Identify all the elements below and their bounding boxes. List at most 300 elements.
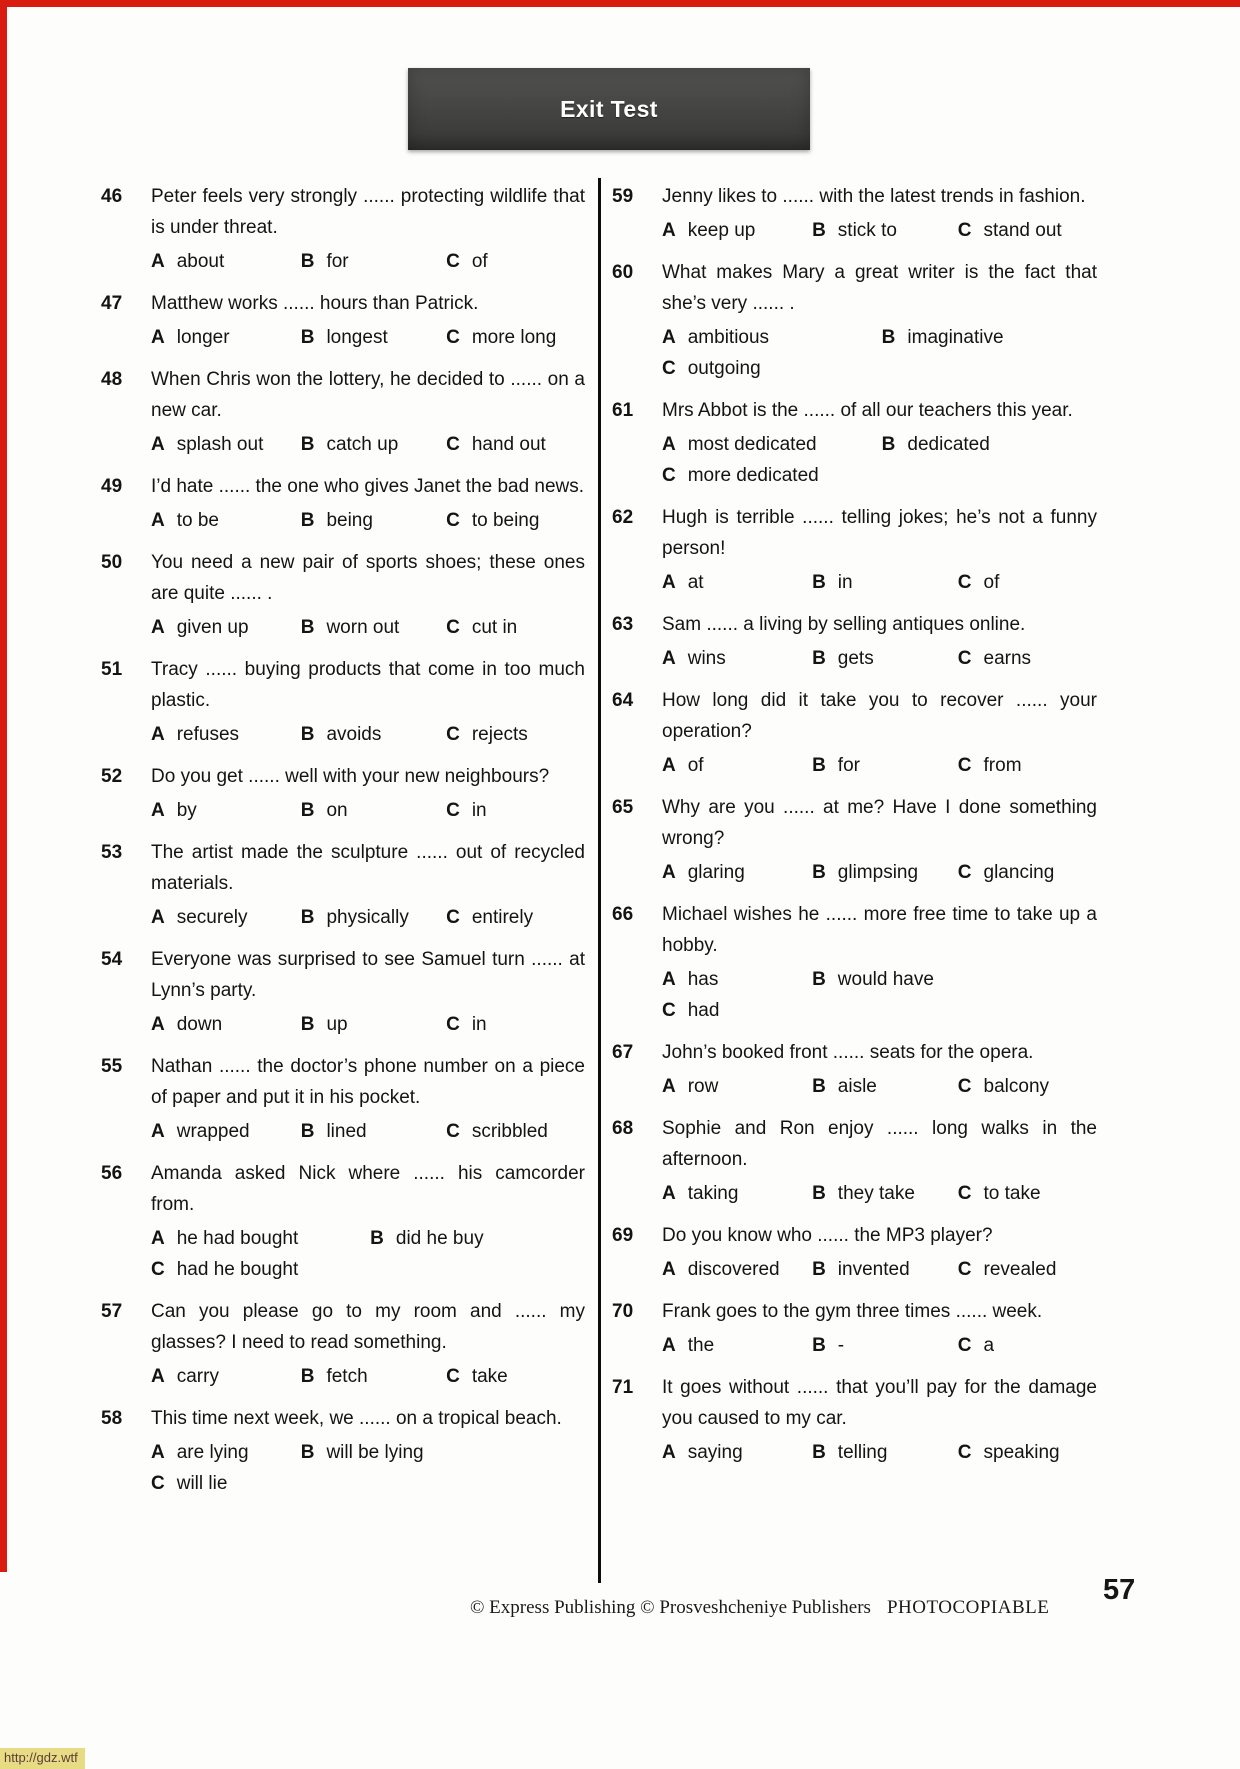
- option-letter: C: [957, 862, 972, 883]
- option-letter: A: [662, 862, 676, 883]
- option-text: up: [326, 1014, 348, 1035]
- option-letter: B: [300, 327, 315, 348]
- question-body: [662, 181, 1097, 246]
- question-body: [151, 1296, 585, 1392]
- option-a: [151, 1437, 301, 1468]
- option-letter: C: [662, 465, 676, 486]
- options-row: [151, 612, 585, 643]
- option-letter: A: [151, 251, 165, 272]
- option-c: [446, 1116, 585, 1147]
- question: [612, 1113, 1097, 1209]
- option-letter: A: [662, 1259, 676, 1280]
- option-letter: B: [812, 1183, 826, 1204]
- option-letter: C: [446, 251, 460, 272]
- option-letter: A: [662, 434, 676, 455]
- option-text: stand out: [983, 220, 1062, 241]
- option-text: row: [687, 1076, 719, 1097]
- question-stem: Hugh is terrible ...... telling jokes; he’s not a funny person!: [662, 507, 1097, 559]
- option-text: of: [471, 251, 488, 272]
- option-letter: A: [662, 755, 676, 776]
- option-letter: A: [151, 510, 165, 531]
- option-letter: B: [812, 1259, 826, 1280]
- option-text: revealed: [983, 1259, 1057, 1280]
- option-c: [446, 322, 585, 353]
- option-text: hand out: [471, 434, 546, 455]
- option-b: [301, 795, 446, 826]
- question-number: 52: [101, 766, 123, 787]
- option-text: in: [471, 800, 487, 821]
- option-text: will be lying: [326, 1442, 424, 1463]
- question-body: [662, 395, 1097, 491]
- question: [612, 1296, 1097, 1361]
- question-number: 47: [101, 293, 123, 314]
- option-text: for: [837, 755, 860, 776]
- option-text: securely: [176, 907, 248, 928]
- question-body: [151, 1051, 585, 1147]
- option-a: [151, 795, 301, 826]
- option-text: has: [687, 969, 719, 990]
- options-row: [662, 429, 1097, 460]
- option-text: to be: [176, 510, 219, 531]
- option-text: gets: [837, 648, 874, 669]
- option-b: [812, 215, 958, 246]
- option-text: longest: [326, 327, 388, 348]
- question-body: [151, 837, 585, 933]
- option-text: of: [687, 755, 704, 776]
- question: [612, 792, 1097, 888]
- option-text: -: [837, 1335, 845, 1356]
- option-text: outgoing: [687, 358, 761, 379]
- option-letter: B: [300, 724, 315, 745]
- question-number: 62: [612, 507, 634, 528]
- question-stem: This time next week, we ...... on a tropical beach.: [151, 1408, 562, 1429]
- option-letter: B: [812, 755, 826, 776]
- question-number: 49: [101, 476, 123, 497]
- question-number: 56: [101, 1163, 123, 1184]
- option-letter: A: [151, 1014, 165, 1035]
- options-row: [151, 795, 585, 826]
- options-row: [151, 1254, 585, 1285]
- question: [101, 1158, 585, 1285]
- question: [101, 761, 585, 826]
- question-body: [151, 181, 585, 277]
- option-b: [812, 567, 958, 598]
- option-b: [812, 1071, 958, 1102]
- option-a: [662, 750, 812, 781]
- option-a: [662, 1071, 812, 1102]
- option-letter: C: [957, 572, 972, 593]
- questions-column-left: [101, 181, 585, 1510]
- option-text: given up: [176, 617, 249, 638]
- option-c: [958, 857, 1097, 888]
- option-a: [151, 322, 301, 353]
- options-row: [662, 643, 1097, 674]
- option-letter: B: [881, 327, 896, 348]
- option-letter: B: [300, 1014, 315, 1035]
- option-letter: A: [151, 907, 165, 928]
- option-c: [958, 1437, 1097, 1468]
- options-row: [151, 322, 585, 353]
- question-body: [151, 1158, 585, 1285]
- option-a: [662, 1437, 812, 1468]
- options-row: [662, 215, 1097, 246]
- question-stem: It goes without ...... that you’ll pay for the damage you caused to my car.: [662, 1377, 1097, 1429]
- question-body: [151, 761, 585, 826]
- options-row: [662, 1437, 1097, 1468]
- option-text: to take: [983, 1183, 1041, 1204]
- question-body: [151, 364, 585, 460]
- question-body: [662, 1220, 1097, 1285]
- option-letter: A: [662, 969, 676, 990]
- option-text: stick to: [837, 220, 897, 241]
- option-letter: A: [662, 1183, 676, 1204]
- option-a: [662, 1254, 812, 1285]
- question: [612, 1037, 1097, 1102]
- option-a: [662, 322, 882, 353]
- option-text: being: [326, 510, 373, 531]
- option-letter: B: [812, 1442, 826, 1463]
- question-body: [662, 899, 1097, 1026]
- option-a: [151, 902, 301, 933]
- option-text: in: [471, 1014, 487, 1035]
- option-c: [662, 460, 819, 491]
- option-letter: B: [370, 1228, 384, 1249]
- question-stem: Why are you ...... at me? Have I done something wrong?: [662, 797, 1097, 849]
- question-number: 54: [101, 949, 123, 970]
- option-letter: B: [812, 220, 826, 241]
- option-text: longer: [176, 327, 230, 348]
- question-stem: Everyone was surprised to see Samuel turn ...... at Lynn’s party.: [151, 949, 585, 1001]
- option-a: [662, 1330, 812, 1361]
- option-letter: B: [300, 800, 315, 821]
- options-row: [662, 460, 1097, 491]
- option-b: [301, 322, 446, 353]
- option-text: speaking: [983, 1442, 1060, 1463]
- question-stem: Peter feels very strongly ...... protecting wildlife that is under threat.: [151, 186, 585, 238]
- question: [101, 364, 585, 460]
- question: [101, 837, 585, 933]
- option-text: about: [176, 251, 225, 272]
- option-text: on: [326, 800, 348, 821]
- options-row: [151, 505, 585, 536]
- option-text: rejects: [471, 724, 528, 745]
- option-text: avoids: [326, 724, 382, 745]
- option-letter: A: [662, 1442, 676, 1463]
- option-letter: C: [446, 617, 460, 638]
- option-c: [958, 1071, 1097, 1102]
- option-c: [446, 1009, 585, 1040]
- question-number: 71: [612, 1377, 634, 1398]
- question-stem: When Chris won the lottery, he decided to ...... on a new car.: [151, 369, 585, 421]
- option-b: [812, 643, 958, 674]
- option-text: the: [687, 1335, 715, 1356]
- option-text: had: [687, 1000, 720, 1021]
- option-c: [958, 1178, 1097, 1209]
- option-letter: A: [662, 1335, 676, 1356]
- option-letter: A: [151, 724, 165, 745]
- option-b: [882, 429, 1097, 460]
- question-number: 46: [101, 186, 123, 207]
- options-row: [662, 1071, 1097, 1102]
- option-text: cut in: [471, 617, 518, 638]
- option-b: [882, 322, 1097, 353]
- options-row: [151, 902, 585, 933]
- options-row: [662, 1254, 1097, 1285]
- option-letter: C: [957, 1259, 972, 1280]
- question-number: 57: [101, 1301, 123, 1322]
- question: [612, 395, 1097, 491]
- option-a: [151, 246, 301, 277]
- option-text: at: [687, 572, 704, 593]
- option-b: [301, 1361, 446, 1392]
- option-c: [446, 429, 585, 460]
- option-letter: C: [662, 1000, 676, 1021]
- question: [101, 1403, 585, 1499]
- option-letter: A: [151, 1121, 165, 1142]
- option-letter: B: [300, 251, 315, 272]
- option-text: lined: [326, 1121, 367, 1142]
- question: [101, 288, 585, 353]
- option-letter: B: [300, 510, 315, 531]
- option-text: he had bought: [176, 1228, 299, 1249]
- option-letter: C: [957, 755, 972, 776]
- option-c: [446, 505, 585, 536]
- question-stem: The artist made the sculpture ...... out of recycled materials.: [151, 842, 585, 894]
- option-c: [446, 719, 585, 750]
- options-row: [662, 1330, 1097, 1361]
- question-stem: Frank goes to the gym three times ...... week.: [662, 1301, 1043, 1322]
- option-text: by: [176, 800, 197, 821]
- option-letter: C: [446, 724, 460, 745]
- scan-border-top: [0, 0, 1240, 7]
- option-text: catch up: [326, 434, 399, 455]
- option-a: [151, 429, 301, 460]
- option-a: [662, 857, 812, 888]
- option-letter: C: [662, 358, 676, 379]
- option-c: [958, 643, 1097, 674]
- option-b: [301, 246, 446, 277]
- question: [612, 899, 1097, 1026]
- option-text: would have: [837, 969, 934, 990]
- option-text: ambitious: [687, 327, 770, 348]
- question-number: 61: [612, 400, 634, 421]
- question-number: 70: [612, 1301, 634, 1322]
- option-letter: C: [957, 220, 972, 241]
- option-a: [662, 567, 812, 598]
- option-text: discovered: [687, 1259, 780, 1280]
- option-letter: A: [662, 572, 676, 593]
- option-letter: C: [957, 648, 972, 669]
- option-letter: A: [151, 800, 165, 821]
- question: [101, 1051, 585, 1147]
- option-c: [958, 215, 1097, 246]
- question-number: 63: [612, 614, 634, 635]
- options-row: [662, 964, 1097, 995]
- question-stem: Tracy ...... buying products that come in too much plastic.: [151, 659, 585, 711]
- question-body: [662, 792, 1097, 888]
- question-stem: Matthew works ...... hours than Patrick.: [151, 293, 479, 314]
- page-number: 57: [1103, 1574, 1136, 1606]
- copyright-text: © Express Publishing © Prosveshcheniye Publishers: [470, 1597, 871, 1618]
- question-stem: Can you please go to my room and ...... my glasses? I need to read something.: [151, 1301, 585, 1353]
- option-a: [151, 505, 301, 536]
- option-letter: A: [662, 1076, 676, 1097]
- option-text: glaring: [687, 862, 745, 883]
- option-text: worn out: [326, 617, 400, 638]
- option-text: take: [471, 1366, 508, 1387]
- option-letter: C: [446, 800, 460, 821]
- test-title: Exit Test: [560, 95, 658, 122]
- option-text: wrapped: [176, 1121, 250, 1142]
- option-text: a: [983, 1335, 995, 1356]
- option-letter: B: [300, 1442, 315, 1463]
- option-text: physically: [326, 907, 409, 928]
- option-c: [662, 353, 812, 384]
- option-a: [662, 1178, 812, 1209]
- option-letter: C: [446, 1121, 460, 1142]
- option-text: dedicated: [907, 434, 990, 455]
- option-text: did he buy: [395, 1228, 484, 1249]
- question: [612, 181, 1097, 246]
- footer: [470, 1597, 1049, 1619]
- options-row: [662, 353, 1097, 384]
- option-letter: A: [151, 617, 165, 638]
- question-body: [662, 257, 1097, 384]
- option-letter: A: [662, 220, 676, 241]
- option-text: entirely: [471, 907, 534, 928]
- option-text: are lying: [176, 1442, 249, 1463]
- test-header-box: [408, 68, 810, 150]
- option-letter: A: [151, 434, 165, 455]
- question: [612, 609, 1097, 674]
- question-stem: You need a new pair of sports shoes; these ones are quite ...... .: [151, 552, 585, 604]
- option-text: earns: [983, 648, 1032, 669]
- option-letter: B: [300, 617, 315, 638]
- option-b: [812, 750, 958, 781]
- option-letter: B: [300, 1366, 315, 1387]
- options-row: [151, 1009, 585, 1040]
- option-letter: B: [812, 1076, 826, 1097]
- question-number: 65: [612, 797, 634, 818]
- option-letter: C: [446, 510, 460, 531]
- question-stem: Nathan ...... the doctor’s phone number on a piece of paper and put it in his pocket.: [151, 1056, 585, 1108]
- option-b: [812, 1437, 958, 1468]
- option-a: [662, 964, 812, 995]
- option-text: scribbled: [471, 1121, 548, 1142]
- option-text: saying: [687, 1442, 743, 1463]
- question: [612, 257, 1097, 384]
- question: [612, 1220, 1097, 1285]
- option-c: [958, 750, 1097, 781]
- options-row: [151, 1116, 585, 1147]
- option-letter: C: [446, 1014, 460, 1035]
- option-text: will lie: [176, 1473, 228, 1494]
- question-stem: John’s booked front ...... seats for the opera.: [662, 1042, 1034, 1063]
- question-stem: Do you know who ...... the MP3 player?: [662, 1225, 993, 1246]
- question: [612, 685, 1097, 781]
- option-text: imaginative: [907, 327, 1004, 348]
- option-text: glancing: [983, 862, 1055, 883]
- option-text: more dedicated: [687, 465, 819, 486]
- options-row: [662, 995, 1097, 1026]
- question-number: 51: [101, 659, 123, 680]
- question-stem: Sophie and Ron enjoy ...... long walks in the afternoon.: [662, 1118, 1097, 1170]
- question-body: [662, 1113, 1097, 1209]
- option-letter: A: [662, 327, 676, 348]
- question-number: 67: [612, 1042, 634, 1063]
- option-text: more long: [471, 327, 557, 348]
- question-stem: What makes Mary a great writer is the fact that she’s very ...... .: [662, 262, 1097, 314]
- option-text: in: [837, 572, 853, 593]
- option-text: to being: [471, 510, 540, 531]
- question: [101, 944, 585, 1040]
- options-row: [151, 1361, 585, 1392]
- question-stem: Michael wishes he ...... more free time to take up a hobby.: [662, 904, 1097, 956]
- option-text: glimpsing: [837, 862, 919, 883]
- option-c: [151, 1468, 301, 1499]
- option-a: [151, 1361, 301, 1392]
- question-number: 58: [101, 1408, 123, 1429]
- option-a: [662, 643, 812, 674]
- option-text: fetch: [326, 1366, 368, 1387]
- question-number: 50: [101, 552, 123, 573]
- option-letter: A: [151, 1366, 165, 1387]
- option-c: [446, 902, 585, 933]
- option-a: [662, 429, 882, 460]
- option-text: refuses: [176, 724, 240, 745]
- option-letter: C: [446, 434, 460, 455]
- option-b: [812, 857, 958, 888]
- question: [101, 654, 585, 750]
- option-b: [812, 1178, 958, 1209]
- option-text: balcony: [983, 1076, 1050, 1097]
- question: [101, 547, 585, 643]
- option-b: [812, 1330, 958, 1361]
- scan-border-left: [0, 0, 7, 1572]
- option-a: [151, 1116, 301, 1147]
- options-row: [151, 1223, 585, 1254]
- question-stem: Do you get ...... well with your new neighbours?: [151, 766, 550, 787]
- option-letter: B: [812, 862, 826, 883]
- option-text: invented: [837, 1259, 910, 1280]
- option-letter: B: [812, 572, 826, 593]
- options-row: [662, 322, 1097, 353]
- question-stem: Mrs Abbot is the ...... of all our teachers this year.: [662, 400, 1073, 421]
- option-c: [446, 795, 585, 826]
- question-body: [662, 1372, 1097, 1468]
- question-number: 66: [612, 904, 634, 925]
- option-letter: B: [300, 1121, 315, 1142]
- question-stem: I’d hate ...... the one who gives Janet the bad news.: [151, 476, 585, 497]
- question-body: [151, 288, 585, 353]
- question-body: [662, 502, 1097, 598]
- option-text: wins: [687, 648, 726, 669]
- option-b: [301, 1116, 446, 1147]
- options-row: [151, 246, 585, 277]
- option-letter: C: [957, 1442, 972, 1463]
- option-text: had he bought: [176, 1259, 299, 1280]
- option-c: [446, 1361, 585, 1392]
- question-body: [151, 944, 585, 1040]
- options-row: [151, 1468, 585, 1499]
- question-body: [151, 471, 585, 536]
- options-row: [151, 719, 585, 750]
- option-letter: A: [151, 327, 165, 348]
- question-body: [662, 685, 1097, 781]
- question: [101, 1296, 585, 1392]
- option-c: [958, 567, 1097, 598]
- option-b: [301, 1009, 446, 1040]
